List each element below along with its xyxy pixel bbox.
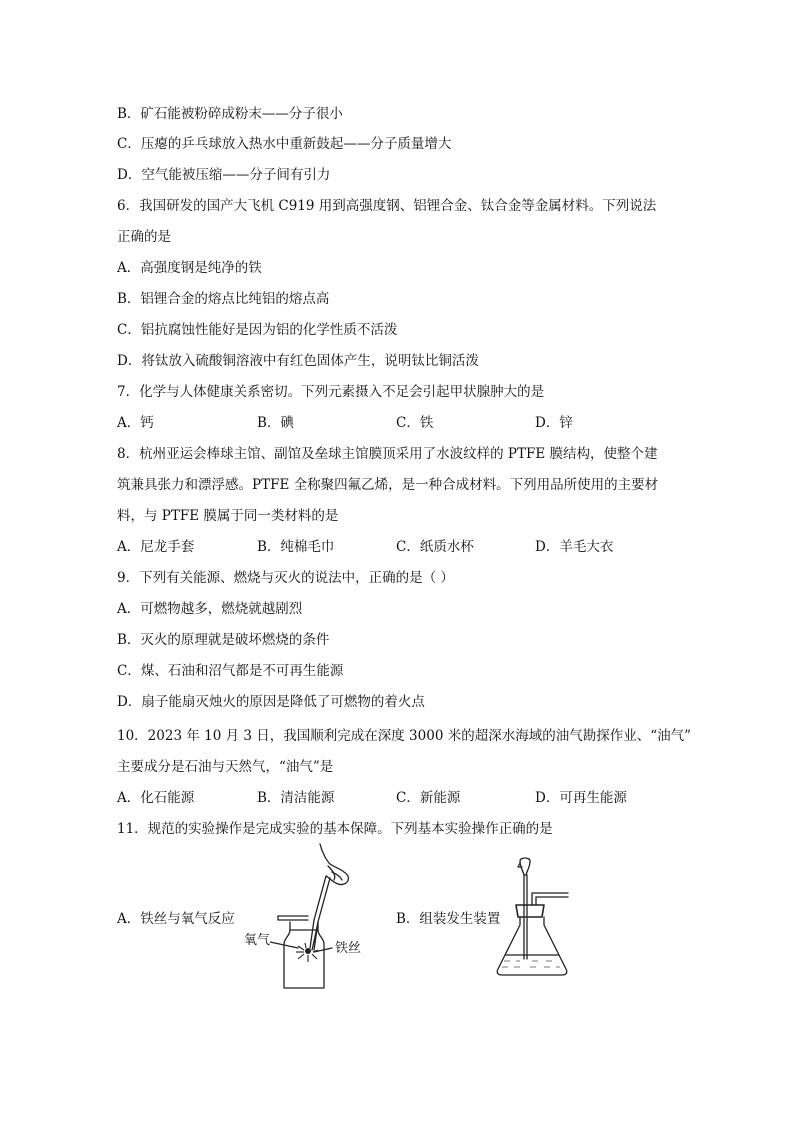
- q10-option-b: B．清洁能源: [257, 790, 335, 806]
- q8-option-b: B．纯棉毛巾: [257, 539, 335, 555]
- q7-option-b: B．碘: [257, 415, 294, 431]
- q7-option-a: A．钙: [117, 415, 154, 431]
- iron-wire-label: 铁丝: [335, 941, 362, 956]
- iron-wire-oxygen-figure: [270, 842, 380, 992]
- q10-stem-line-1: 10．2023 年 10 月 3 日，我国顺利完成在深度 3000 米的超深水海域的油气勘探作业、“油气”: [117, 728, 691, 744]
- q6-option-a: A．高强度钢是纯净的铁: [117, 260, 262, 276]
- q9-option-a: A．可燃物越多，燃烧就越剧烈: [117, 601, 303, 617]
- q8-option-d: D．羊毛大衣: [535, 539, 614, 555]
- q11-option-b-label: B．组装发生装置: [396, 911, 501, 927]
- q6-option-c: C．铝抗腐蚀性能好是因为铝的化学性质不活泼: [117, 322, 398, 338]
- q11-option-a-label: A．铁丝与氧气反应: [117, 911, 235, 927]
- gas-generation-apparatus-figure: [470, 855, 580, 980]
- q6-stem-line-2: 正确的是: [117, 229, 171, 245]
- q9-option-b: B．灭火的原理就是破坏燃烧的条件: [117, 632, 330, 648]
- q9-option-c: C．煤、石油和沼气都是不可再生能源: [117, 663, 344, 679]
- q8-option-a: A．尼龙手套: [117, 539, 195, 555]
- q6-option-d: D．将钛放入硫酸铜溶液中有红色固体产生，说明钛比铜活泼: [117, 353, 479, 369]
- q10-stem-line-2: 主要成分是石油与天然气，“油气”是: [117, 759, 334, 775]
- q10-option-a: A．化石能源: [117, 790, 195, 806]
- q5-option-b: B．矿石能被粉碎成粉末——分子很小: [117, 106, 343, 122]
- q9-option-d: D．扇子能扇灭烛火的原因是降低了可燃物的着火点: [117, 694, 425, 710]
- q7-option-c: C．铁: [396, 415, 434, 431]
- q5-option-c: C．压瘪的乒乓球放入热水中重新鼓起——分子质量增大: [117, 136, 452, 152]
- q7-stem: 7．化学与人体健康关系密切。下列元素摄入不足会引起甲状腺肿大的是: [117, 384, 545, 400]
- q11-stem: 11．规范的实验操作是完成实验的基本保障。下列基本实验操作正确的是: [117, 821, 553, 837]
- q6-stem-line-1: 6．我国研发的国产大飞机 C919 用到高强度钢、铝锂合金、钛合金等金属材料。下列说法: [117, 198, 657, 214]
- oxygen-label: 氧气: [244, 933, 271, 948]
- q6-option-b: B．铝锂合金的熔点比纯铝的熔点高: [117, 291, 330, 307]
- q8-option-c: C．纸质水杯: [396, 539, 474, 555]
- q8-stem-line-3: 料，与 PTFE 膜属于同一类材料的是: [117, 508, 339, 524]
- q8-stem-line-2: 筑兼具张力和漂浮感。PTFE 全称聚四氟乙烯，是一种合成材料。下列用品所使用的主要材: [117, 477, 659, 493]
- q10-option-d: D．可再生能源: [535, 790, 627, 806]
- q10-option-c: C．新能源: [396, 790, 461, 806]
- q7-option-d: D．锌: [535, 415, 573, 431]
- q9-stem: 9．下列有关能源、燃烧与灭火的说法中，正确的是（ ）: [117, 570, 454, 586]
- q5-option-d: D．空气能被压缩——分子间有引力: [117, 167, 331, 183]
- q8-stem-line-1: 8．杭州亚运会棒球主馆、副馆及垒球主馆膜顶采用了水波纹样的 PTFE 膜结构，使整个建: [117, 446, 658, 462]
